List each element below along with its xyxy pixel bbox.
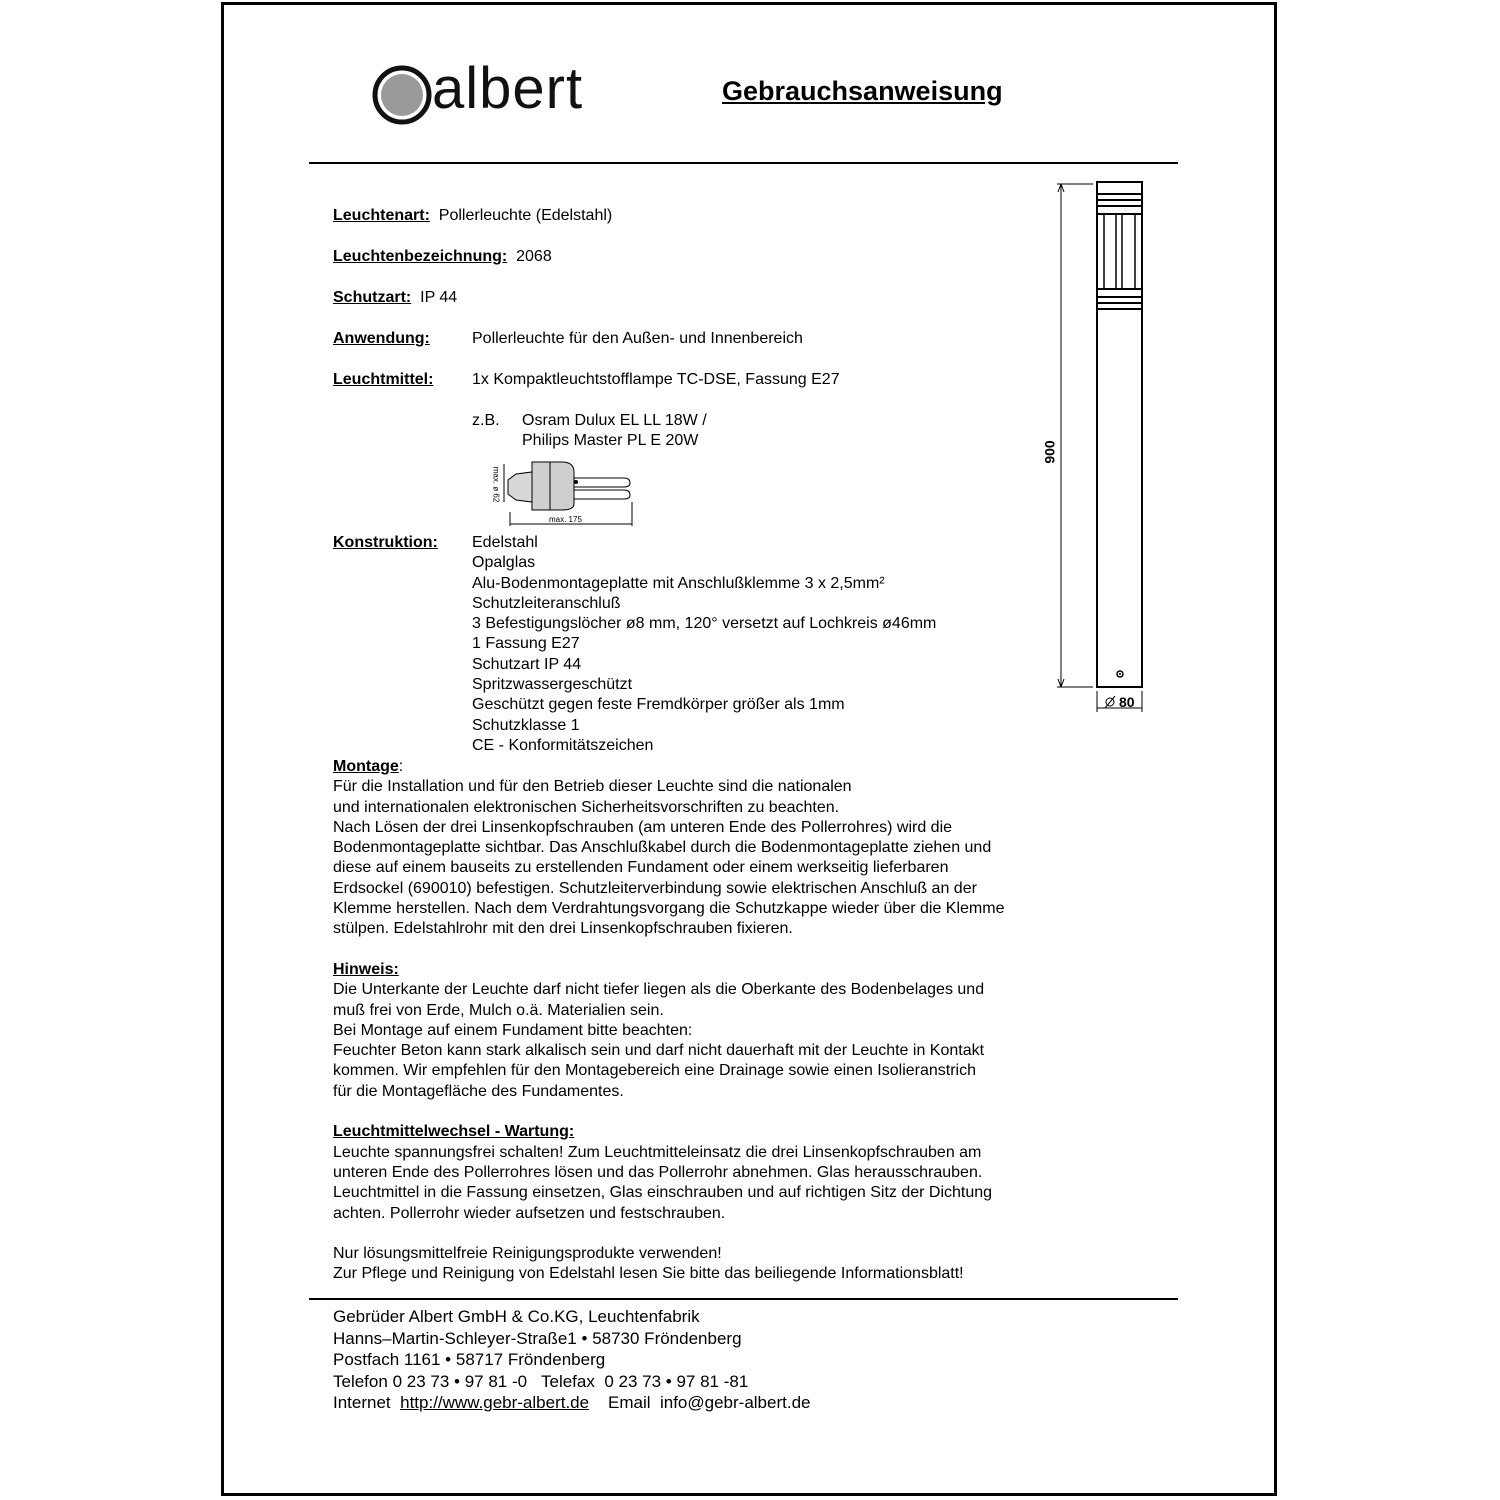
konstruktion-item: Edelstahl	[472, 534, 538, 551]
email-label: Email	[608, 1393, 651, 1412]
bollard-diameter-label: 80	[1119, 694, 1135, 710]
montage-line: und internationalen elektronischen Sicherheitsvorschriften zu beachten.	[333, 798, 840, 816]
example-line-1: Osram Dulux EL LL 18W /	[522, 412, 707, 429]
footer-postfach: Postfach 1161	[333, 1350, 441, 1369]
wartung-line: Leuchtmittel in die Fassung einsetzen, Glas einschrauben und auf richtigen Sitz der Dichtung	[333, 1184, 993, 1202]
albert-logo-wordmark: albert	[432, 56, 584, 121]
example-line-2: Philips Master PL E 20W	[522, 432, 699, 449]
footer-postbox	[333, 1349, 810, 1371]
header-divider	[309, 162, 1178, 164]
field-label-anwendung: Anwendung:	[333, 330, 430, 347]
hinweis-line: für die Montagefläche des Fundamentes.	[333, 1082, 624, 1100]
wartung-label: Leuchtmittelwechsel - Wartung:	[333, 1123, 575, 1141]
montage-line: Für die Installation und für den Betrieb dieser Leuchte sind die nationalen	[333, 778, 852, 796]
footer-street: Hanns–Martin-Schleyer-Straße1	[333, 1328, 577, 1348]
konstruktion-item: Alu-Bodenmontageplatte mit Anschlußklemme 3 x 2,5mm²	[472, 574, 885, 592]
field-label: Leuchtenart:	[333, 207, 430, 224]
footer-city: 58730 Fröndenberg	[592, 1328, 742, 1348]
footer-postcity: 58717 Fröndenberg	[455, 1350, 606, 1369]
footer-divider	[309, 1298, 1178, 1300]
note-line: Zur Pflege und Reinigung von Edelstahl lesen Sie bitte das beiliegende Informationsblatt!	[333, 1265, 964, 1283]
hinweis-line: Feuchter Beton kann stark alkalisch sein und darf nicht dauerhaft mit der Leuchte in Kontakt	[333, 1042, 985, 1060]
footer-address	[333, 1328, 810, 1350]
albert-logo-mark	[372, 65, 434, 125]
lamp-diameter-label: max. ø 62	[491, 466, 501, 503]
field-value: IP 44	[420, 289, 458, 306]
hinweis-label: Hinweis:	[333, 960, 399, 978]
wartung-line: achten. Pollerrohr wieder aufsetzen und festschrauben.	[333, 1204, 726, 1222]
field-label-leuchtmittel: Leuchtmittel:	[333, 371, 434, 388]
konstruktion-item: Schutzklasse 1	[472, 716, 580, 734]
konstruktion-item: Geschützt gegen feste Fremdkörper größer als 1mm	[472, 696, 845, 714]
bullet: •	[581, 1328, 588, 1348]
phone-label: Telefon	[333, 1371, 388, 1391]
wartung-line: Leuchte spannungsfrei schalten! Zum Leuchtmitteleinsatz die drei Linsenkopfschrauben am	[333, 1143, 982, 1161]
website-link[interactable]: http://www.gebr-albert.de	[400, 1393, 590, 1412]
montage-line: Nach Lösen der drei Linsenkopfschrauben (am unteren Ende des Pollerrohres) wird die	[333, 818, 953, 836]
konstruktion-item: 3 Befestigungslöcher ø8 mm, 120° versetzt auf Lochkreis ø46mm	[472, 615, 937, 633]
konstruktion-item: CE - Konformitätszeichen	[472, 736, 654, 754]
konstruktion-item: Spritzwassergeschützt	[472, 676, 633, 694]
montage-line: Erdsockel (690010) befestigen. Schutzleiterverbindung sowie elektrischen Anschluß an der	[333, 879, 977, 897]
konstruktion-list	[472, 533, 936, 756]
field-value-anwendung: Pollerleuchte für den Außen- und Innenbereich	[472, 330, 803, 347]
note-line: Nur lösungsmittelfreie Reinigungsprodukte verwenden!	[333, 1245, 722, 1263]
konstruktion-item: Schutzart IP 44	[472, 655, 582, 673]
field-value: 2068	[516, 248, 552, 265]
montage-line: Bodenmontageplatte sichtbar. Das Anschlußkabel durch die Bodenmontageplatte ziehen und	[333, 839, 992, 857]
footer-phone-fax	[333, 1371, 810, 1393]
bullet: •	[445, 1350, 452, 1369]
internet-label: Internet	[333, 1393, 391, 1412]
montage-colon: :	[398, 758, 404, 775]
hinweis-line: Die Unterkante der Leuchte darf nicht tiefer liegen als die Oberkante des Bodenbelages und	[333, 981, 985, 999]
footer-internet	[333, 1392, 810, 1414]
hinweis-line: Bei Montage auf einem Fundament bitte beachten:	[333, 1021, 693, 1039]
field-value: Pollerleuchte (Edelstahl)	[438, 207, 613, 224]
montage-heading	[333, 757, 1004, 777]
email-address[interactable]: info@gebr-albert.de	[659, 1393, 811, 1412]
bullet: •	[665, 1371, 672, 1391]
hinweis-line: muß frei von Erde, Mulch o.ä. Materialien sein.	[333, 1001, 664, 1019]
phone-suffix: 97 81 -0	[464, 1371, 528, 1391]
page-title: Gebrauchsanweisung	[722, 76, 1003, 106]
montage-line: diese auf einem bauseits zu erstellenden Fundament oder einem werkseitig lieferbaren	[333, 859, 949, 877]
field-value-leuchtmittel: 1x Kompaktleuchtstofflampe TC-DSE, Fassung E27	[472, 371, 840, 388]
field-bezeichnung	[333, 247, 552, 267]
konstruktion-label: Konstruktion:	[333, 534, 438, 551]
montage-line: stülpen. Edelstahlrohr mit den drei Linsenkopfschrauben fixieren.	[333, 920, 793, 938]
field-label: Leuchtenbezeichnung:	[333, 248, 508, 265]
body-text	[333, 757, 1004, 1285]
wartung-line: unteren Ende des Pollerrohres lösen und das Pollerrohr abnehmen. Glas herausschrauben.	[333, 1163, 983, 1181]
example-prefix: z.B.	[472, 412, 500, 429]
bollard-height-label: 900	[1041, 440, 1058, 464]
footer	[333, 1306, 810, 1414]
hinweis-line: kommen. Wir empfehlen für den Montagebereich eine Drainage sowie einen Isolieranstrich	[333, 1062, 976, 1080]
field-schutzart	[333, 288, 457, 308]
fax-prefix: 0 23 73	[604, 1371, 662, 1391]
phone-prefix: 0 23 73	[392, 1371, 450, 1391]
montage-label: Montage	[333, 758, 399, 775]
konstruktion-item: Schutzleiteranschluß	[472, 594, 621, 612]
fax-suffix: 97 81 -81	[676, 1371, 749, 1391]
lamp-length-label: max. 175	[549, 515, 582, 524]
field-label: Schutzart:	[333, 289, 412, 306]
montage-line: Klemme herstellen. Nach dem Verdrahtungsvorgang die Schutzkappe wieder über die Klemme	[333, 900, 1005, 918]
bullet: •	[454, 1371, 460, 1391]
footer-company: Gebrüder Albert GmbH & Co.KG, Leuchtenfabrik	[333, 1307, 700, 1326]
fax-label: Telefax	[540, 1371, 595, 1391]
konstruktion-item: Opalglas	[472, 554, 536, 572]
konstruktion-item: 1 Fassung E27	[472, 635, 580, 653]
bollard-drawing	[1055, 178, 1150, 713]
field-leuchtenart	[333, 206, 612, 226]
